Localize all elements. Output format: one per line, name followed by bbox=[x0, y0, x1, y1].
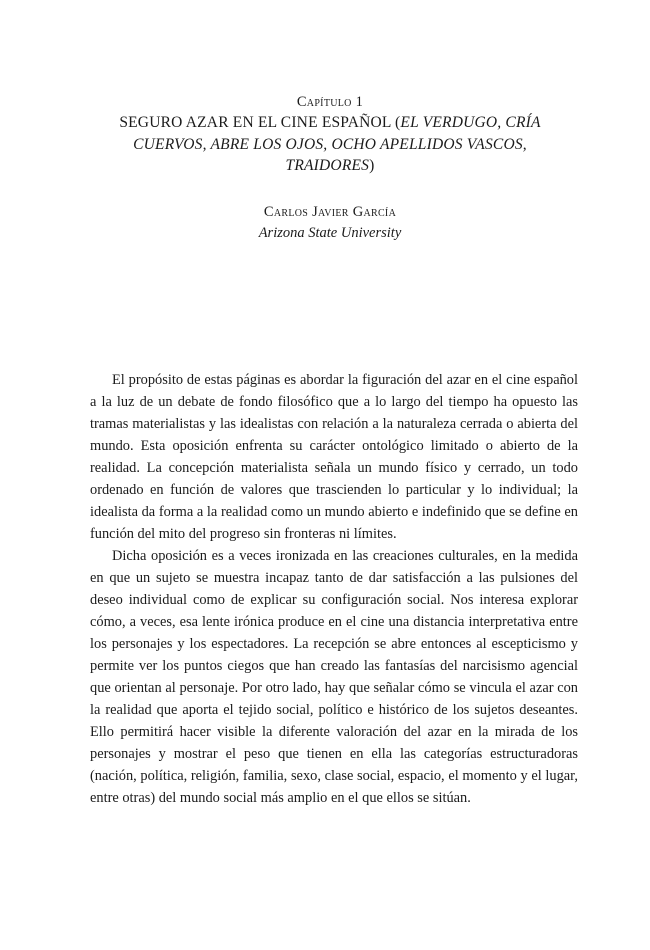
chapter-title-prefix: SEGURO AZAR EN EL CINE ESPAÑOL ( bbox=[119, 114, 401, 131]
chapter-title bbox=[90, 112, 570, 177]
chapter-heading bbox=[90, 92, 570, 177]
author-name: Carlos Javier García bbox=[263, 204, 397, 220]
paragraph-1: El propósito de estas páginas es abordar la figuración del azar en el cine español a la luz de un debate de fondo filosófico que a lo largo del tiempo ha opuesto las tramas materialistas y las idealistas con relación a la naturaleza cerrada o abierta del mundo. Esta oposición enfrenta su carácter ontológico limitado o abierto de la realidad. La concepción materialista señala un mundo físico y cerrado, un todo ordenado en función de valores que trascienden lo particular y lo individual; la idealista da forma a la realidad como un mundo abierto e indefinido que se define en función del mito del progreso sin fronteras ni límites. bbox=[90, 372, 578, 542]
chapter-label: Capítulo 1 bbox=[296, 94, 364, 110]
author-block bbox=[90, 202, 570, 244]
author-affiliation: Arizona State University bbox=[258, 225, 402, 241]
chapter-title-films: EL VERDUGO, CRÍA CUERVOS, ABRE LOS OJOS, OCHO APELLIDOS VASCOS, TRAIDORES bbox=[133, 114, 541, 174]
body-text bbox=[90, 369, 578, 809]
paragraph-2: Dicha oposición es a veces ironizada en las creaciones culturales, en la medida en que un sujeto se muestra incapaz tanto de dar satisfacción a las pulsiones del deseo individual como de explicar su configuración social. Nos interesa explorar cómo, a veces, esa lente irónica produce en el cine una distancia interpretativa entre los personajes y los espectadores. La recepción se abre entonces al escepticismo y permite ver los puntos ciegos que han creado las fantasías del narcisismo agencial que orientan al personaje. Por otro lado, hay que señalar cómo se vincula el azar con la realidad que aporta el tejido social, político e histórico de los sujetos deseantes. Ello permitirá hacer visible la diferente valoración del azar en la mirada de los personajes y mostrar el peso que tienen en ella las categorías estructuradoras (nación, política, religión, familia, sexo, clase social, espacio, el momento y el lugar, entre otras) del mundo social más amplio en el que ellos se sitúan. bbox=[90, 548, 578, 806]
chapter-title-suffix: ) bbox=[369, 157, 375, 174]
